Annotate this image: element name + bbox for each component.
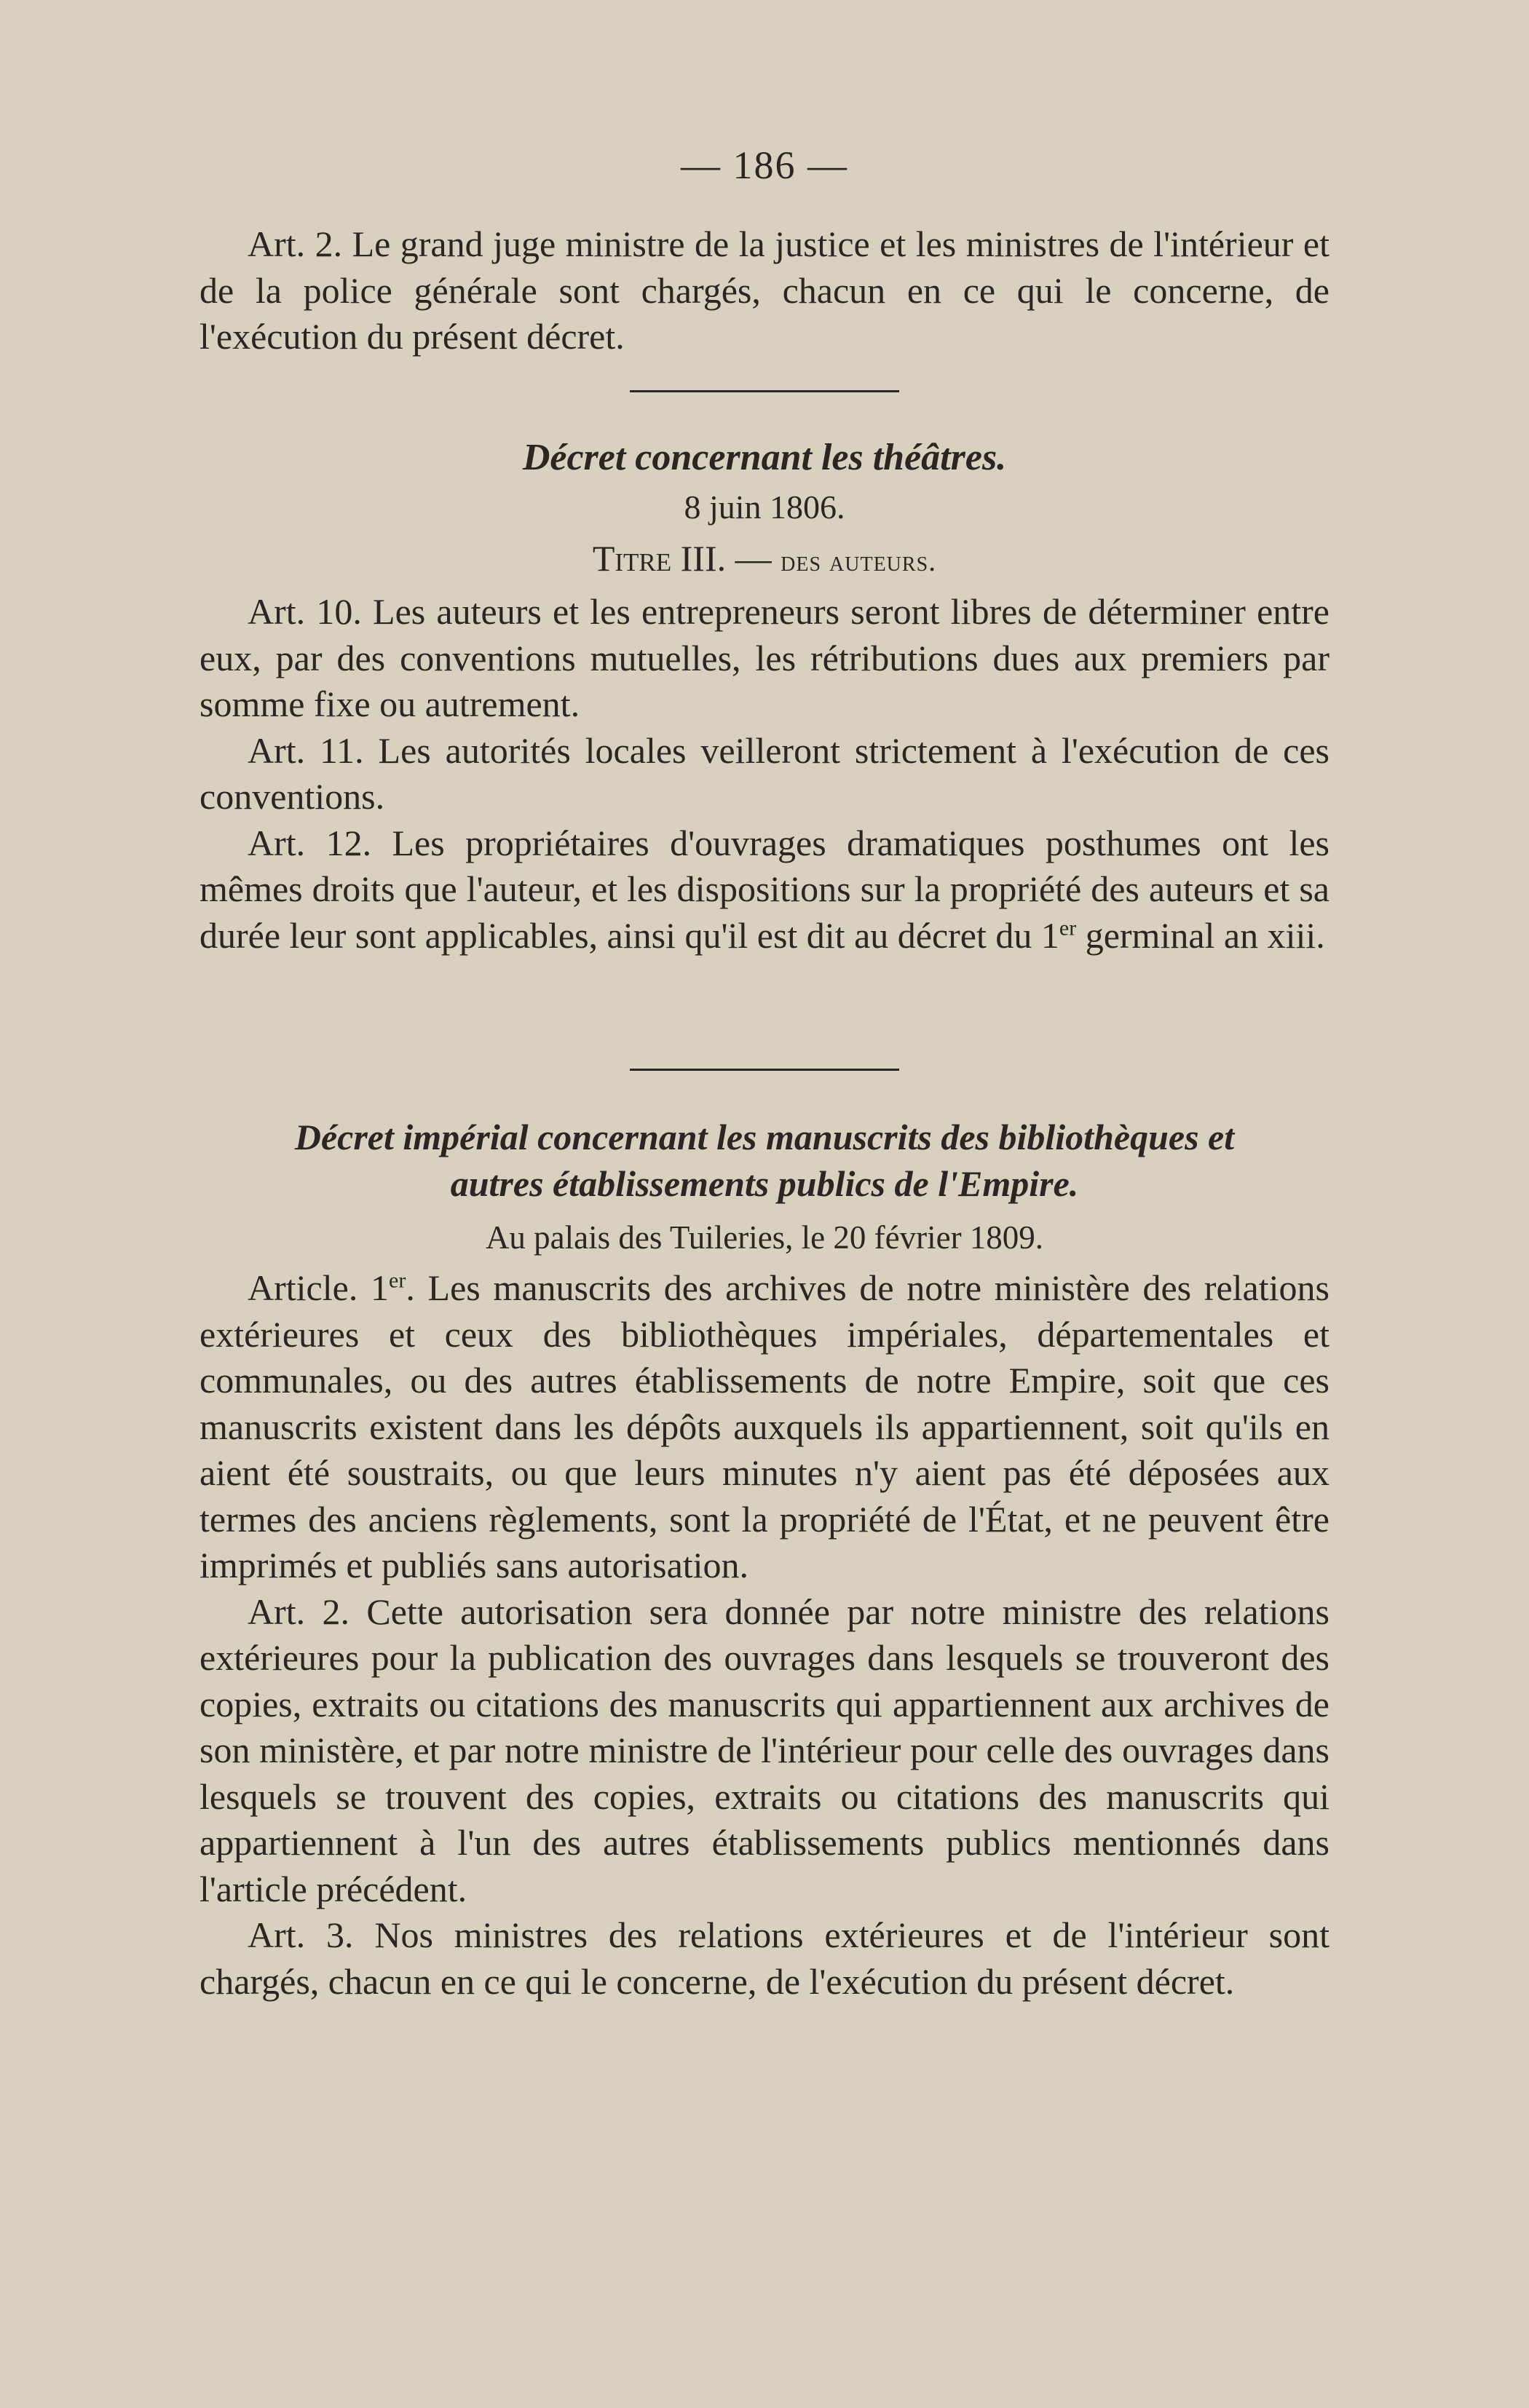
article-1-text: . Les manuscrits des archives de notre ministère des relations extérieures et ceux des bibliothèques impériales, départementales et communales, ou des autres établissements de notre Empire, soit que ces manuscrits existent dans les dépôts auxquels ils appartiennent, soit qu'ils en aient été soustraits, ou que leurs minutes n'y aient pas été déposées aux termes des anciens règlements, sont la propriété de l'État, et ne peuvent être imprimés et publiés sans autorisation. <box>199 1267 1330 1585</box>
separator-rule-2 <box>630 1069 899 1071</box>
article-12-tail: germinal an xiii. <box>1076 914 1325 956</box>
decree-date-theatres: 8 juin 1806. <box>684 488 845 526</box>
decree-date-manuscripts: Au palais des Tuileries, le 20 février 1809. <box>485 1219 1044 1256</box>
decree-title-theatres: Décret concernant les théâtres. <box>522 437 1007 478</box>
section-manuscripts-decree <box>199 1114 1330 2005</box>
titre-dash: — <box>726 538 781 579</box>
article-11: Art. 11. Les autorités locales veilleront strictement à l'exécution de ces conventions. <box>199 729 1330 817</box>
decree-title-manuscripts-line2: autres établissements publics de l'Empire. <box>450 1163 1079 1204</box>
article-1-sup: er <box>389 1268 406 1293</box>
article-3: Art. 3. Nos ministres des relations extérieures et de l'intérieur sont chargés, chacun en ce qui le concerne, de l'exécution du présent décret. <box>199 1914 1330 2002</box>
article-1 <box>199 1265 1330 1589</box>
article-2: Art. 2. Cette autorisation sera donnée par notre ministre des relations extérieures pour la publication des ouvrages dans lesquels se trouveront des copies, extraits ou citations des manuscrits qui appartiennent aux archives de son ministère, et par notre ministre de l'intérieur pour celle des ouvrages dans lesquels se trouvent des copies, extraits ou citations des manuscrits qui appartiennent à l'un des autres établissements publics mentionnés dans l'article précédent. <box>199 1591 1330 1909</box>
titre-name: des auteurs. <box>781 544 937 577</box>
article-1-label: Article. 1 <box>248 1267 390 1308</box>
article-10: Art. 10. Les auteurs et les entrepreneurs seront libres de déterminer entre eux, par des conventions mutuelles, les rétributions dues aux premiers par somme fixe ou autrement. <box>199 591 1330 724</box>
page-number: — 186 — <box>681 143 848 187</box>
article-12-sup: er <box>1059 915 1077 940</box>
titre-label: Titre III. <box>592 538 727 579</box>
article-2-previous: Art. 2. Le grand juge ministre de la justice et les ministres de l'intérieur et de la police générale sont chargés, chacun en ce qui le concerne, de l'exécution du présent décret. <box>199 223 1330 357</box>
decree-title-manuscripts-line1: Décret impérial concernant les manuscrits des bibliothèques et <box>294 1117 1235 1157</box>
section-theatres-decree <box>199 435 1330 959</box>
separator-rule-1 <box>630 390 899 392</box>
section-previous-decree <box>199 221 1330 360</box>
titre-heading <box>199 535 1330 585</box>
article-12-text: Art. 12. Les propriétaires d'ouvrages dramatiques posthumes ont les mêmes droits que l'auteur, et les dispositions sur la propriété des auteurs et sa durée leur sont applicables, ainsi qu'il est dit au décret du 1 <box>199 822 1330 956</box>
article-12 <box>199 820 1330 959</box>
